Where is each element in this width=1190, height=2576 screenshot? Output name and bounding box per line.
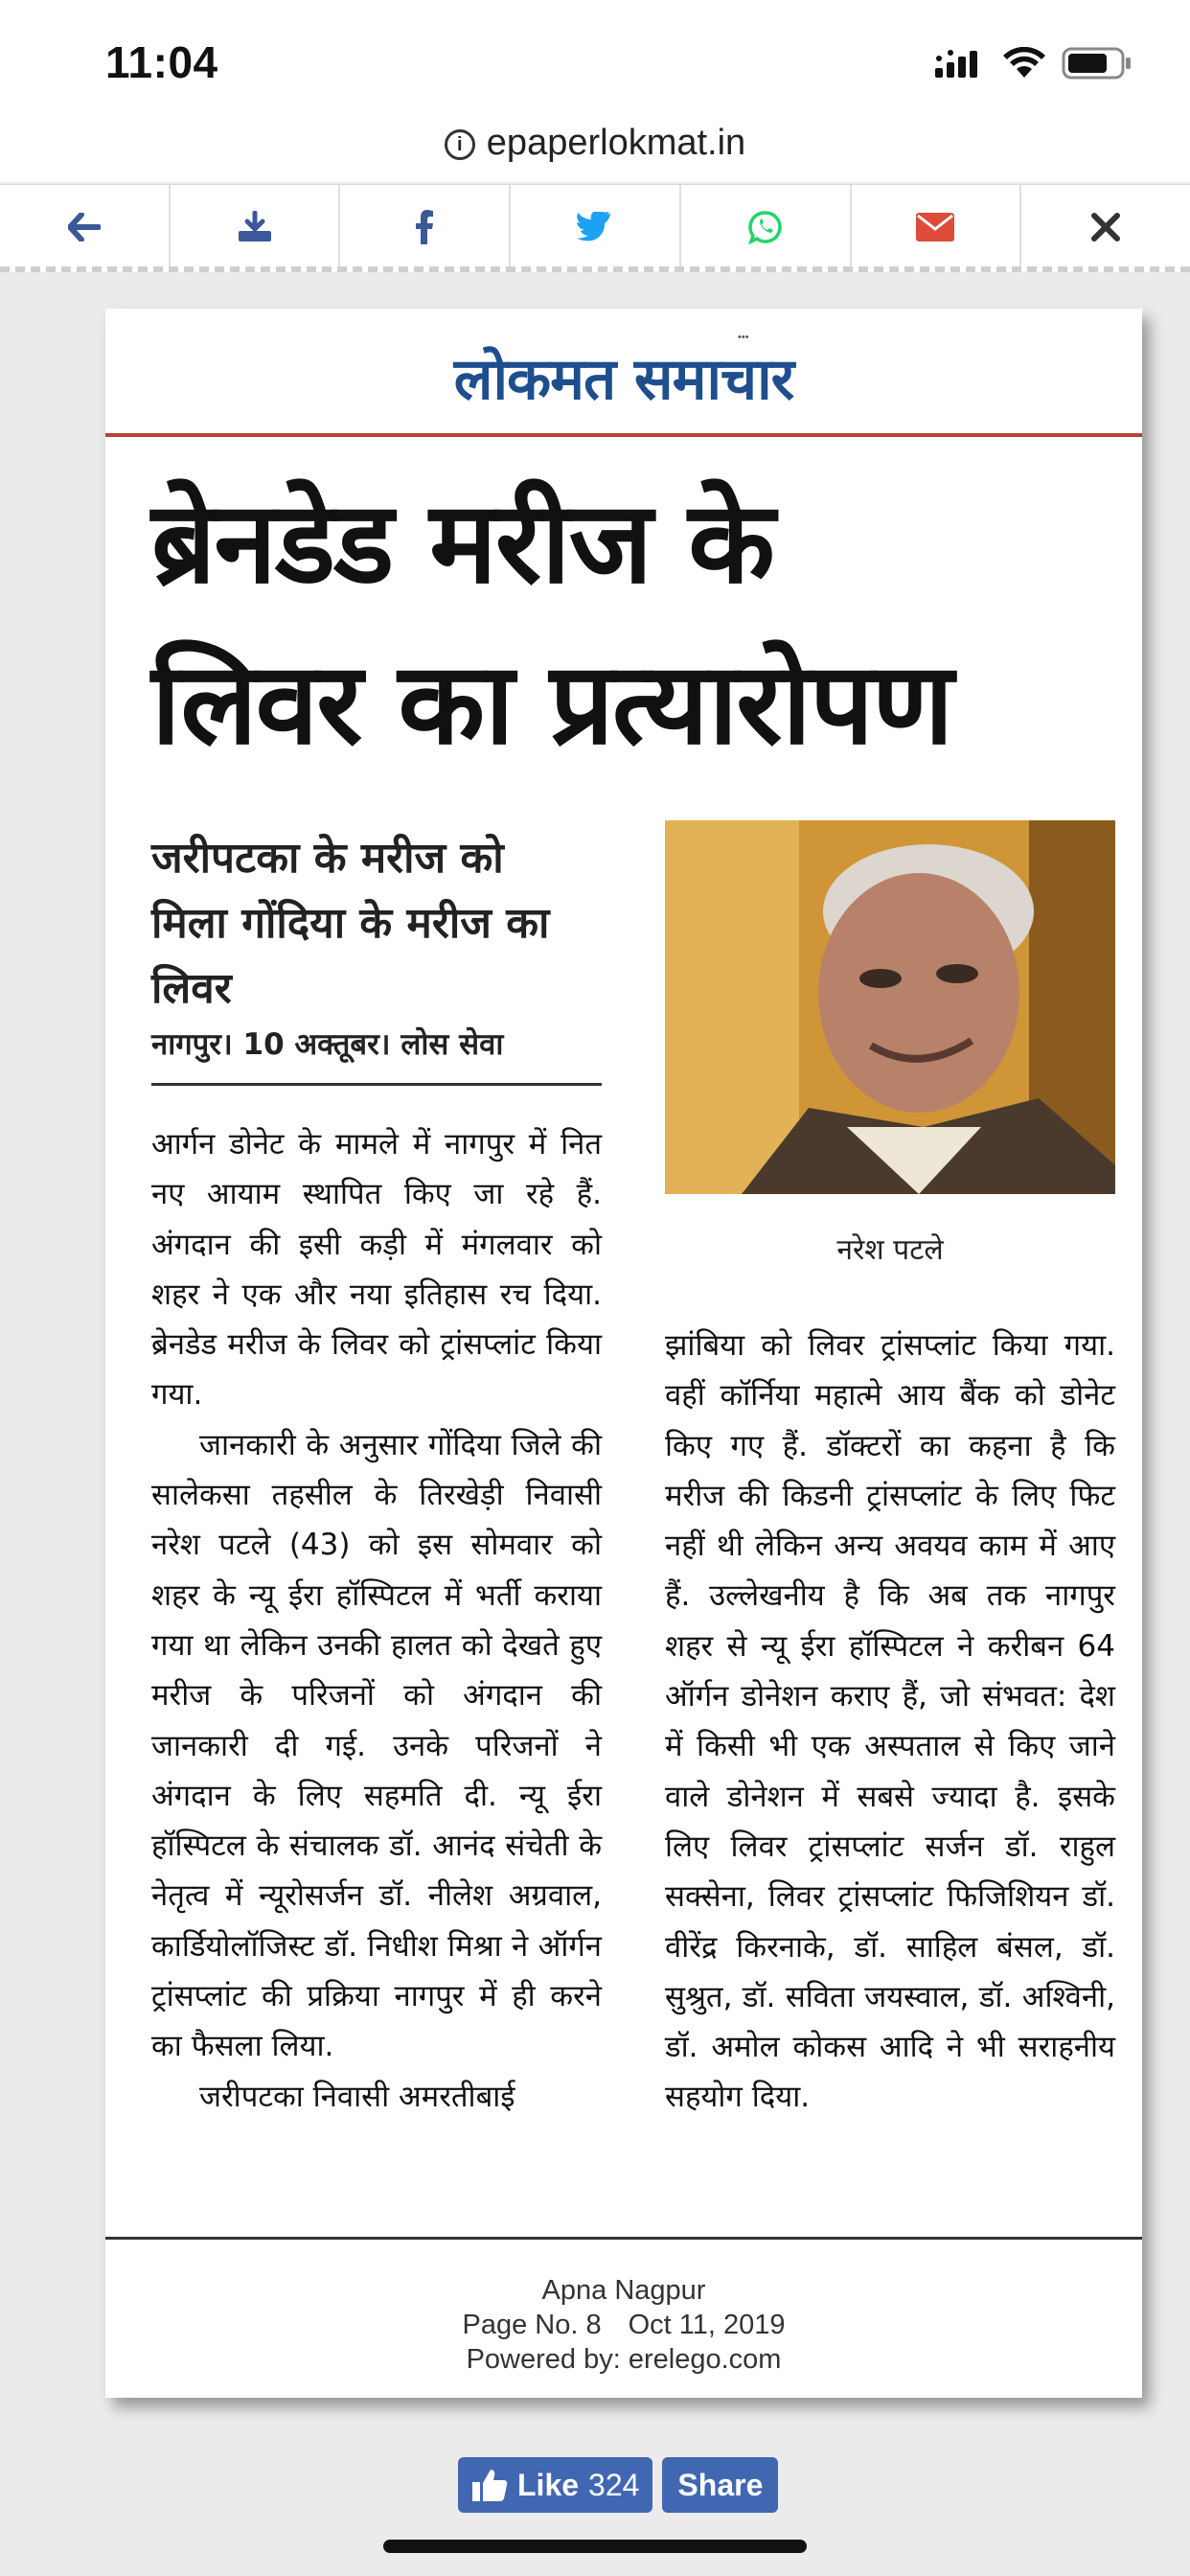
subheadline: जरीपटका के मरीज को मिला गोंदिया के मरीज का लिवर [151,834,550,1013]
like-count: 324 [588,2467,640,2502]
portrait-illustration [665,820,1115,1194]
back-arrow-icon [68,213,101,242]
twitter-button[interactable] [511,185,681,268]
masthead-tag: ••• [738,332,749,343]
person-photo [665,820,1115,1194]
toolbar-divider [0,266,1190,272]
home-indicator[interactable] [383,2540,807,2553]
headline-line-2: लिवर का प्रत्यारोपण [151,637,952,770]
edition-name: Apna Nagpur [541,2275,706,2306]
article-column-left [151,1119,602,2122]
powered-by[interactable]: Powered by: erelego.com [466,2344,782,2375]
dateline-rule [151,1083,602,1086]
page-info [105,2308,1142,2342]
social-buttons [458,2457,778,2513]
article-paragraph: जानकारी के अनुसार गोंदिया जिले की सालेकसा तहसील के तिरखेड़ी निवासी नरेश पटले (43) को इस सोमवार को शहर के न्यू ईरा हॉस्पिटल में भर्ती कराया गया था लेकिन उनकी हालत को देखते हुए मरीज के परिजनों को अंगदान की जानकारी दी गई. उनके परिजनों ने अंगदान के लिए सहमति दी. न्यू ईरा हॉस्पिटल के संचालक डॉ. आनंद संचेती के नेतृत्व में न्यूरोसर्जन डॉ. नीलेश अग्रवाल, कार्डियोलॉजिस्ट डॉ. निधीश मिश्रा ने ऑर्गन ट्रांसप्लांट की प्रक्रिया नागपुर में ही करने का फैसला लिया. [151,1427,602,2064]
browser-header [0,0,1190,182]
email-button[interactable] [852,185,1022,268]
battery-icon [1062,46,1133,80]
clipping-footer [105,2273,1142,2377]
signal-icon [935,49,987,78]
facebook-share-button[interactable]: Share [662,2457,778,2513]
url-text: epaperlokmat.in [486,123,746,163]
facebook-button[interactable] [340,185,511,268]
close-icon [1091,213,1120,242]
masthead-rule [105,433,1142,437]
info-icon[interactable]: i [445,129,475,160]
share-toolbar [0,184,1190,268]
facebook-icon [415,210,434,244]
article-paragraph: जरीपटका निवासी अमरतीबाई [199,2079,515,2114]
headline [151,462,1119,784]
status-time: 11:04 [105,37,218,87]
epaper-clipping [105,309,1142,2398]
article-paragraph: आर्गन डोनेट के मामले में नागपुर में नित नए आयाम स्थापित किए जा रहे हैं. अंगदान की इसी कड़ी में मंगलवार को शहर ने एक और नया इतिहास रच दिया. ब्रेनडेड मरीज के लिवर को ट्रांसप्लांट किया गया. [151,1127,602,1413]
back-button[interactable] [0,185,171,268]
download-button[interactable] [171,185,341,268]
whatsapp-button[interactable] [681,185,852,268]
masthead-logo: लोकमत समाचार [453,346,794,413]
email-icon [916,213,954,242]
thumbs-up-icon [471,2468,508,2502]
like-label: Like [517,2467,580,2502]
download-icon [237,211,273,243]
wifi-icon [1002,47,1046,80]
footer-rule [105,2237,1142,2240]
page-number: Page No. 8 [462,2310,602,2340]
facebook-like-button[interactable] [458,2457,652,2513]
photo-caption: नरेश पटले [836,1233,944,1267]
article-column-right: झांबिया को लिवर ट्रांसप्लांट किया गया. वहीं कॉर्निया महात्मे आय बैंक को डोनेट किए गए हैं. डॉक्टरों का कहना है कि मरीज की किडनी ट्रांसप्लांट के लिए फिट नहीं थी लेकिन अन्य अवयव काम में आए हैं. उल्लेखनीय है कि अब तक नागपुर शहर से न्यू ईरा हॉस्पिटल ने करीबन 64 ऑर्गन डोनेशन कराए हैं, जो संभवत: देश में किसी भी एक अस्पताल से किए जाने वाले डोनेशन में सबसे ज्यादा है. इसके लिए लिवर ट्रांसप्लांट सर्जन डॉ. राहुल सक्सेना, लिवर ट्रांसप्लांट फिजिशियन डॉ. वीरेंद्र किरनाके, डॉ. साहिल बंसल, डॉ. सुश्रुत, डॉ. सविता जयस्वाल, डॉ. अश्विनी, डॉ. अमोल कोकस आदि ने भी सराहनीय सहयोग दिया. [665,1328,1115,2115]
headline-line-1: ब्रेनडेड मरीज के [151,476,773,609]
address-bar[interactable] [0,123,1190,164]
whatsapp-icon [748,210,783,244]
close-button[interactable] [1021,185,1190,268]
status-icons [935,44,1133,82]
dateline: नागपुर। 10 अक्तूबर। लोस सेवा [151,1027,504,1062]
edition-date: Oct 11, 2019 [628,2310,786,2340]
twitter-icon [577,212,613,242]
